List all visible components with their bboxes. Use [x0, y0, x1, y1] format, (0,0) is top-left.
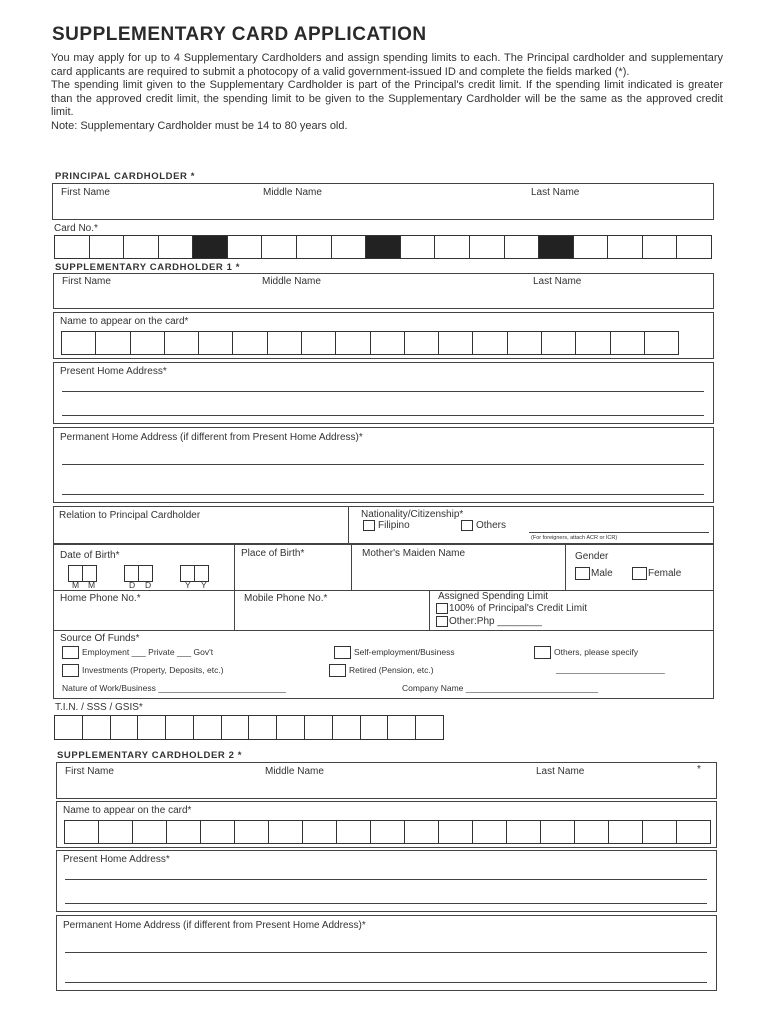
middle-name-label: Middle Name — [263, 187, 322, 198]
dob-label: Date of Birth* — [60, 550, 120, 561]
first-name-label: First Name — [65, 766, 114, 777]
address-line — [65, 952, 707, 953]
tin-digit[interactable] — [110, 715, 139, 740]
address-line — [65, 982, 707, 983]
tin-digit[interactable] — [276, 715, 305, 740]
middle-name-label: Middle Name — [265, 766, 324, 777]
card-digit[interactable] — [296, 235, 332, 259]
dob-d: D — [145, 580, 152, 590]
self-employment-option[interactable] — [334, 646, 455, 659]
char-box[interactable] — [610, 331, 645, 355]
intro-note: Note: Supplementary Cardholder must be 14 to 80 years old. — [51, 119, 348, 132]
intro-text — [51, 52, 723, 134]
char-box[interactable] — [267, 331, 302, 355]
nationality-field — [348, 506, 714, 544]
permanent-address-label: Permanent Home Address (if different from Present Home Address)* — [60, 432, 363, 443]
retired-label: Retired (Pension, etc.) — [349, 664, 434, 675]
supp1-name-field[interactable] — [53, 273, 714, 309]
home-phone-label: Home Phone No.* — [60, 593, 141, 604]
first-name-label: First Name — [62, 276, 111, 287]
tin-digit[interactable] — [360, 715, 389, 740]
intro-paragraph-2: The spending limit given to the Supplementary Cardholder is part of the Principal's credit limit. If the spending limit indicated is greater than the approved credit limit, the spending limit to be given to the Supplementary Cardholder will be the same as the approved credit limit. — [51, 79, 723, 119]
char-box[interactable] — [198, 331, 233, 355]
others-label: Others — [476, 520, 507, 532]
foreigners-note: (For foreigners, attach ACR or ICR) — [531, 535, 618, 541]
tin-digit[interactable] — [415, 715, 444, 740]
tin-digit[interactable] — [332, 715, 361, 740]
source-of-funds-label: Source Of Funds* — [60, 633, 140, 644]
mobile-phone-field[interactable] — [234, 590, 430, 631]
supp1-permanent-address-field[interactable] — [53, 427, 714, 503]
supp1-heading: SUPPLEMENTARY CARDHOLDER 1 * — [55, 262, 241, 273]
limit-other-checkbox[interactable] — [436, 616, 448, 627]
dob-y: Y — [201, 580, 207, 590]
card-digit[interactable] — [642, 235, 678, 259]
first-name-label: First Name — [61, 187, 110, 198]
char-box[interactable] — [574, 820, 609, 844]
card-digit[interactable] — [89, 235, 125, 259]
char-box[interactable] — [370, 331, 405, 355]
limit-other-label: Other:Php ________ — [449, 616, 542, 628]
others-checkbox[interactable] — [461, 520, 473, 531]
mothers-maiden-field[interactable] — [351, 544, 566, 591]
home-phone-field[interactable] — [53, 590, 235, 631]
char-box[interactable] — [132, 820, 167, 844]
source-of-funds-field — [53, 630, 714, 699]
nature-of-work[interactable]: Nature of Work/Business ___________________________ — [62, 683, 286, 693]
tin-label: T.I.N. / SSS / GSIS* — [55, 702, 143, 713]
female-option[interactable] — [632, 567, 681, 580]
mobile-phone-label: Mobile Phone No.* — [244, 593, 328, 604]
others-specify-option[interactable] — [534, 646, 638, 659]
char-box[interactable] — [404, 820, 439, 844]
card-separator — [365, 235, 401, 259]
tin-digit[interactable] — [137, 715, 166, 740]
relation-field[interactable] — [53, 506, 349, 544]
char-box[interactable] — [472, 820, 507, 844]
filipino-label: Filipino — [378, 520, 410, 532]
supp2-heading: SUPPLEMENTARY CARDHOLDER 2 * — [57, 750, 243, 761]
retired-option[interactable] — [329, 664, 434, 677]
company-name[interactable]: Company Name ____________________________ — [402, 683, 599, 693]
char-box[interactable] — [61, 331, 96, 355]
card-digit[interactable] — [158, 235, 194, 259]
present-address-label: Present Home Address* — [60, 366, 167, 377]
char-box[interactable] — [234, 820, 269, 844]
others-line — [529, 532, 709, 533]
last-name-label: Last Name — [533, 276, 582, 287]
char-box[interactable] — [507, 331, 542, 355]
required-star: * — [697, 764, 701, 775]
supp2-present-address-field[interactable] — [56, 850, 717, 912]
supp2-permanent-address-field[interactable] — [56, 915, 717, 991]
card-digit[interactable] — [123, 235, 159, 259]
dob-field — [53, 544, 235, 591]
tin-digit[interactable] — [248, 715, 277, 740]
limit-other-option[interactable] — [436, 616, 542, 627]
address-line — [62, 464, 704, 465]
others-specify-checkbox[interactable] — [534, 646, 551, 659]
limit-100-option[interactable] — [436, 603, 587, 614]
char-box[interactable] — [164, 331, 199, 355]
female-label: Female — [648, 568, 682, 580]
char-box[interactable] — [540, 820, 575, 844]
permanent-address-label: Permanent Home Address (if different from Present Home Address)* — [63, 920, 366, 931]
investments-option[interactable] — [62, 664, 224, 677]
tin-digit[interactable] — [165, 715, 194, 740]
char-box[interactable] — [676, 820, 711, 844]
char-box[interactable] — [232, 331, 267, 355]
male-checkbox[interactable] — [575, 567, 590, 580]
card-name-boxes[interactable] — [64, 820, 710, 844]
char-box[interactable] — [64, 820, 99, 844]
char-box[interactable] — [98, 820, 133, 844]
tin-digit[interactable] — [221, 715, 250, 740]
tin-digit[interactable] — [193, 715, 222, 740]
last-name-label: Last Name — [531, 187, 580, 198]
supp1-card-name-field[interactable] — [53, 312, 714, 359]
char-box[interactable] — [608, 820, 643, 844]
investments-checkbox[interactable] — [62, 664, 79, 677]
gender-field — [565, 544, 714, 591]
address-line — [65, 879, 707, 880]
intro-paragraph-1: You may apply for up to 4 Supplementary Cardholders and assign spending limits to each. The Principal cardholder and supplementary card applicants are required to submit a photocopy of a valid government-issued ID and complete the fields marked (*). — [51, 52, 723, 78]
place-of-birth-label: Place of Birth* — [241, 548, 305, 559]
employment-option[interactable] — [62, 646, 213, 659]
card-digit[interactable] — [504, 235, 540, 259]
retired-checkbox[interactable] — [329, 664, 346, 677]
char-box[interactable] — [506, 820, 541, 844]
address-line — [62, 391, 704, 392]
address-line — [62, 415, 704, 416]
card-no-label: Card No.* — [54, 223, 98, 234]
address-line — [65, 903, 707, 904]
supp2-card-name-field[interactable] — [56, 801, 717, 848]
card-digit[interactable] — [573, 235, 609, 259]
limit-100-label: 100% of Principal's Credit Limit — [449, 603, 588, 615]
dob-d: D — [129, 580, 136, 590]
card-separator — [538, 235, 574, 259]
investments-label: Investments (Property, Deposits, etc.) — [82, 664, 224, 675]
supp1-present-address-field[interactable] — [53, 362, 714, 424]
card-name-label: Name to appear on the card* — [63, 805, 192, 816]
employment-label: Employment ___ Private ___ Gov't — [82, 646, 214, 657]
tin-boxes[interactable] — [54, 715, 443, 740]
char-box[interactable] — [335, 331, 370, 355]
middle-name-label: Middle Name — [262, 276, 321, 287]
tin-digit[interactable] — [82, 715, 111, 740]
char-box[interactable] — [644, 331, 679, 355]
card-digit[interactable] — [400, 235, 436, 259]
char-box[interactable] — [302, 820, 337, 844]
others-specify-label: Others, please specify — [554, 646, 639, 657]
principal-heading: PRINCIPAL CARDHOLDER * — [55, 171, 196, 182]
char-box[interactable] — [200, 820, 235, 844]
card-digit[interactable] — [261, 235, 297, 259]
place-of-birth-field[interactable] — [234, 544, 352, 591]
female-checkbox[interactable] — [632, 567, 647, 580]
mothers-maiden-label: Mother's Maiden Name — [362, 548, 466, 559]
dob-m: M — [72, 580, 80, 590]
tin-digit[interactable] — [54, 715, 83, 740]
page-title: SUPPLEMENTARY CARD APPLICATION — [52, 24, 427, 45]
card-digit[interactable] — [434, 235, 470, 259]
supp2-name-field[interactable] — [56, 762, 717, 799]
card-digit[interactable] — [331, 235, 367, 259]
tin-digit[interactable] — [304, 715, 333, 740]
filipino-checkbox[interactable] — [363, 520, 375, 531]
char-box[interactable] — [438, 331, 473, 355]
others-option[interactable] — [461, 520, 506, 531]
tin-digit[interactable] — [387, 715, 416, 740]
others-specify-line[interactable]: _______________________ — [556, 664, 665, 674]
char-box[interactable] — [268, 820, 303, 844]
card-digit[interactable] — [227, 235, 263, 259]
gender-label: Gender — [575, 551, 609, 562]
limit-100-checkbox[interactable] — [436, 603, 448, 614]
card-digit[interactable] — [54, 235, 90, 259]
card-name-label: Name to appear on the card* — [60, 316, 189, 327]
char-box[interactable] — [438, 820, 473, 844]
principal-name-field[interactable] — [52, 183, 714, 220]
relation-label: Relation to Principal Cardholder — [59, 510, 201, 521]
last-name-label: Last Name — [536, 766, 585, 777]
address-line — [62, 494, 704, 495]
char-box[interactable] — [130, 331, 165, 355]
filipino-option[interactable] — [363, 520, 410, 531]
card-digit[interactable] — [607, 235, 643, 259]
char-box[interactable] — [370, 820, 405, 844]
char-box[interactable] — [95, 331, 130, 355]
spending-limit-label: Assigned Spending Limit — [438, 591, 549, 602]
self-employment-label: Self-employment/Business — [354, 646, 455, 657]
male-option[interactable] — [575, 567, 613, 580]
dob-y: Y — [185, 580, 191, 590]
char-box[interactable] — [404, 331, 439, 355]
char-box[interactable] — [642, 820, 677, 844]
char-box[interactable] — [472, 331, 507, 355]
nationality-label: Nationality/Citizenship* — [361, 509, 464, 520]
spending-limit-field — [429, 590, 714, 631]
card-digit[interactable] — [676, 235, 712, 259]
char-box[interactable] — [336, 820, 371, 844]
present-address-label: Present Home Address* — [63, 854, 170, 865]
self-employment-checkbox[interactable] — [334, 646, 351, 659]
char-box[interactable] — [166, 820, 201, 844]
employment-checkbox[interactable] — [62, 646, 79, 659]
card-name-boxes[interactable] — [61, 331, 678, 355]
card-digit[interactable] — [469, 235, 505, 259]
card-number-boxes[interactable] — [54, 235, 711, 259]
card-separator — [192, 235, 228, 259]
char-box[interactable] — [301, 331, 336, 355]
dob-m: M — [88, 580, 96, 590]
male-label: Male — [591, 568, 613, 580]
char-box[interactable] — [575, 331, 610, 355]
char-box[interactable] — [541, 331, 576, 355]
